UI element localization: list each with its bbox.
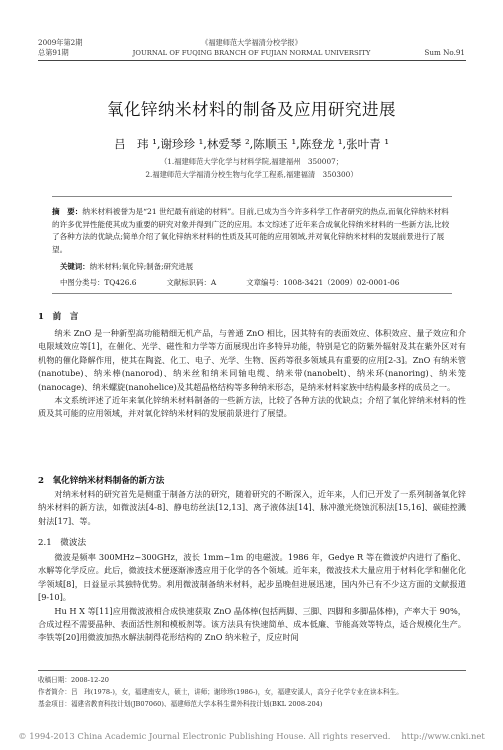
paragraph: Hu H X 等[11]应用微波液相合成快速获取 ZnO 晶体棒(包括两脚、三脚、四脚和多脚晶体棒)，产率大于 90%，合成过程不需要晶种、表面活性剂和模板剂等。该方法具有快速简单、成本低廉、节能高效等特点，适合规模化生产。李铁等[20]用微波加热水解法制得花形结构的 ZnO 纳米粒子，反应时间	[38, 605, 466, 643]
abstract	[52, 206, 452, 256]
paragraph: 本文系统评述了近年来氧化锌纳米材料制备的一些新方法，比较了各种方法的优缺点；介绍了氧化锌纳米材料的性质及其可能的应用领域，并对氧化锌纳米材料的发展前景进行了展望。	[38, 395, 466, 419]
journal-title-cn: 《福建师范大学福清分校学报》	[201, 38, 302, 47]
sum-number: Sum No.91	[424, 48, 465, 57]
document-code: 文献标识码：A	[166, 278, 217, 287]
copyright-footer: © 1994-2013 China Academic Journal Electronic Publishing House. All rights reserved. http://www.cnki.net	[18, 731, 485, 741]
total-issue-label: 总第91期	[38, 48, 69, 57]
keywords	[60, 261, 193, 272]
issue-label: 2009年第2期	[38, 38, 83, 47]
fund-info: 基金项目：福建省教育科技计划(JB07060)、福建师范大学本科生课外科技计划(BKL 2008-204)	[38, 700, 323, 708]
classification-line	[60, 277, 399, 288]
author-bio: 作者简介：吕 玮(1978-)，女，福建南安人，硕士，讲师；谢珍珍(1986-)，女，福建安溪人，高分子化学专业在读本科生。	[38, 688, 403, 696]
abstract-top-rule	[52, 196, 452, 197]
section-heading-2: 2 氧化锌纳米材料制备的新方法	[38, 476, 165, 486]
journal-title-en: JOURNAL OF FUQING BRANCH OF FUJIAN NORMAL UNIVERSITY	[132, 49, 371, 57]
abstract-bottom-rule	[52, 293, 452, 294]
paragraph: 纳米 ZnO 是一种新型高功能精细无机产品，与普通 ZnO 相比，因其特有的表面效应、体积效应、量子效应和介电限域效应等[1]，在催化、光学、磁性和力学等方面展现出许多特异功能，特别是它的防紫外辐射及其在紫外区对有机物的催化降解作用，使其在陶瓷、化工、电子、光学、生物、医药等很多领域具有重要的应用[2-3]。ZnO 有纳米管(nanotube)、纳米棒(nanorod)、纳米丝和纳米同轴电缆、纳米带(nanobelt)、纳米环(nanoring)、纳米笼(nanocage)、纳米螺旋(nanohelice)及其超晶格结构等多种纳米形态，是纳米材料家族中结构最多样的成员之一。	[38, 328, 466, 392]
keywords-label: 关键词：	[60, 262, 90, 271]
section-1-body	[38, 327, 466, 421]
subsection-2-1-body	[38, 551, 466, 645]
abstract-label: 摘 要：	[52, 207, 83, 216]
affiliation-2: 2.福建师范大学福清分校生物与化学工程系,福建福清 350300）	[145, 170, 358, 179]
received-date: 收稿日期：2008-12-20	[38, 676, 109, 684]
paragraph: 微波是频率 300MHz~300GHz，波长 1mm~1m 的电磁波。1986 年，Gedye R 等在微波炉内进行了酯化、水解等化学反应。此后，微波技术便逐渐渗透应用于化学的各个领域。近年来，微波技术大量应用于材料化学和催化化学领域[8]，日益显示其独特优势。利用微波制备纳米材料，起步虽晚但进展迅速，国内外已有不少这方面的文献报道[9-10]。	[38, 552, 466, 603]
footnote-rule	[38, 670, 466, 671]
author-list: 吕 玮 ¹,谢珍珍 ¹,林爱琴 ²,陈顺玉 ¹,陈登龙 ¹,张叶青 ¹	[114, 137, 389, 151]
subsection-heading-2-1: 2.1 微波法	[38, 538, 87, 548]
section-2-body	[38, 488, 466, 528]
clc-number: 中图分类号：TQ426.6	[60, 278, 137, 287]
article-number: 文章编号：1008-3421（2009）02-0001-06	[246, 278, 400, 287]
abstract-text: 纳米材料被誉为是“21 世纪最有前途的材料”。目前,已成为当今许多科学工作者研究的热点,而氧化锌纳米材料的许多优异性能使其成为重要的研究对象并得到广泛的应用。本文综述了近年来合成氧化锌纳米材料的一些新方法,比较了各种方法的优缺点;简单介绍了氧化锌纳米材料的性质及其可能的应用领域,并对氧化锌纳米材料的发展前景进行了展望。	[52, 207, 450, 254]
affiliation-1: （1.福建师范大学化学与材料学院,福建福州 350007；	[159, 157, 344, 166]
paper-title: 氧化锌纳米材料的制备及应用研究进展	[107, 100, 396, 119]
paragraph: 对纳米材料的研究首先是侧重于制备方法的研究，随着研究的不断深入，近年来，人们已开发了一系列制备氧化锌纳米材料的新方法，如微波法[4-8]、静电纺丝法[12,13]、离子液体法[14]、脉冲激光烧蚀沉积法[15,16]、碳硅控溅射法[17]、等。	[38, 489, 466, 526]
section-heading-1: 1 前 言	[38, 312, 79, 322]
header-rule	[38, 60, 466, 61]
keywords-text: 纳米材料;氧化锌;制备;研究进展	[89, 262, 194, 271]
